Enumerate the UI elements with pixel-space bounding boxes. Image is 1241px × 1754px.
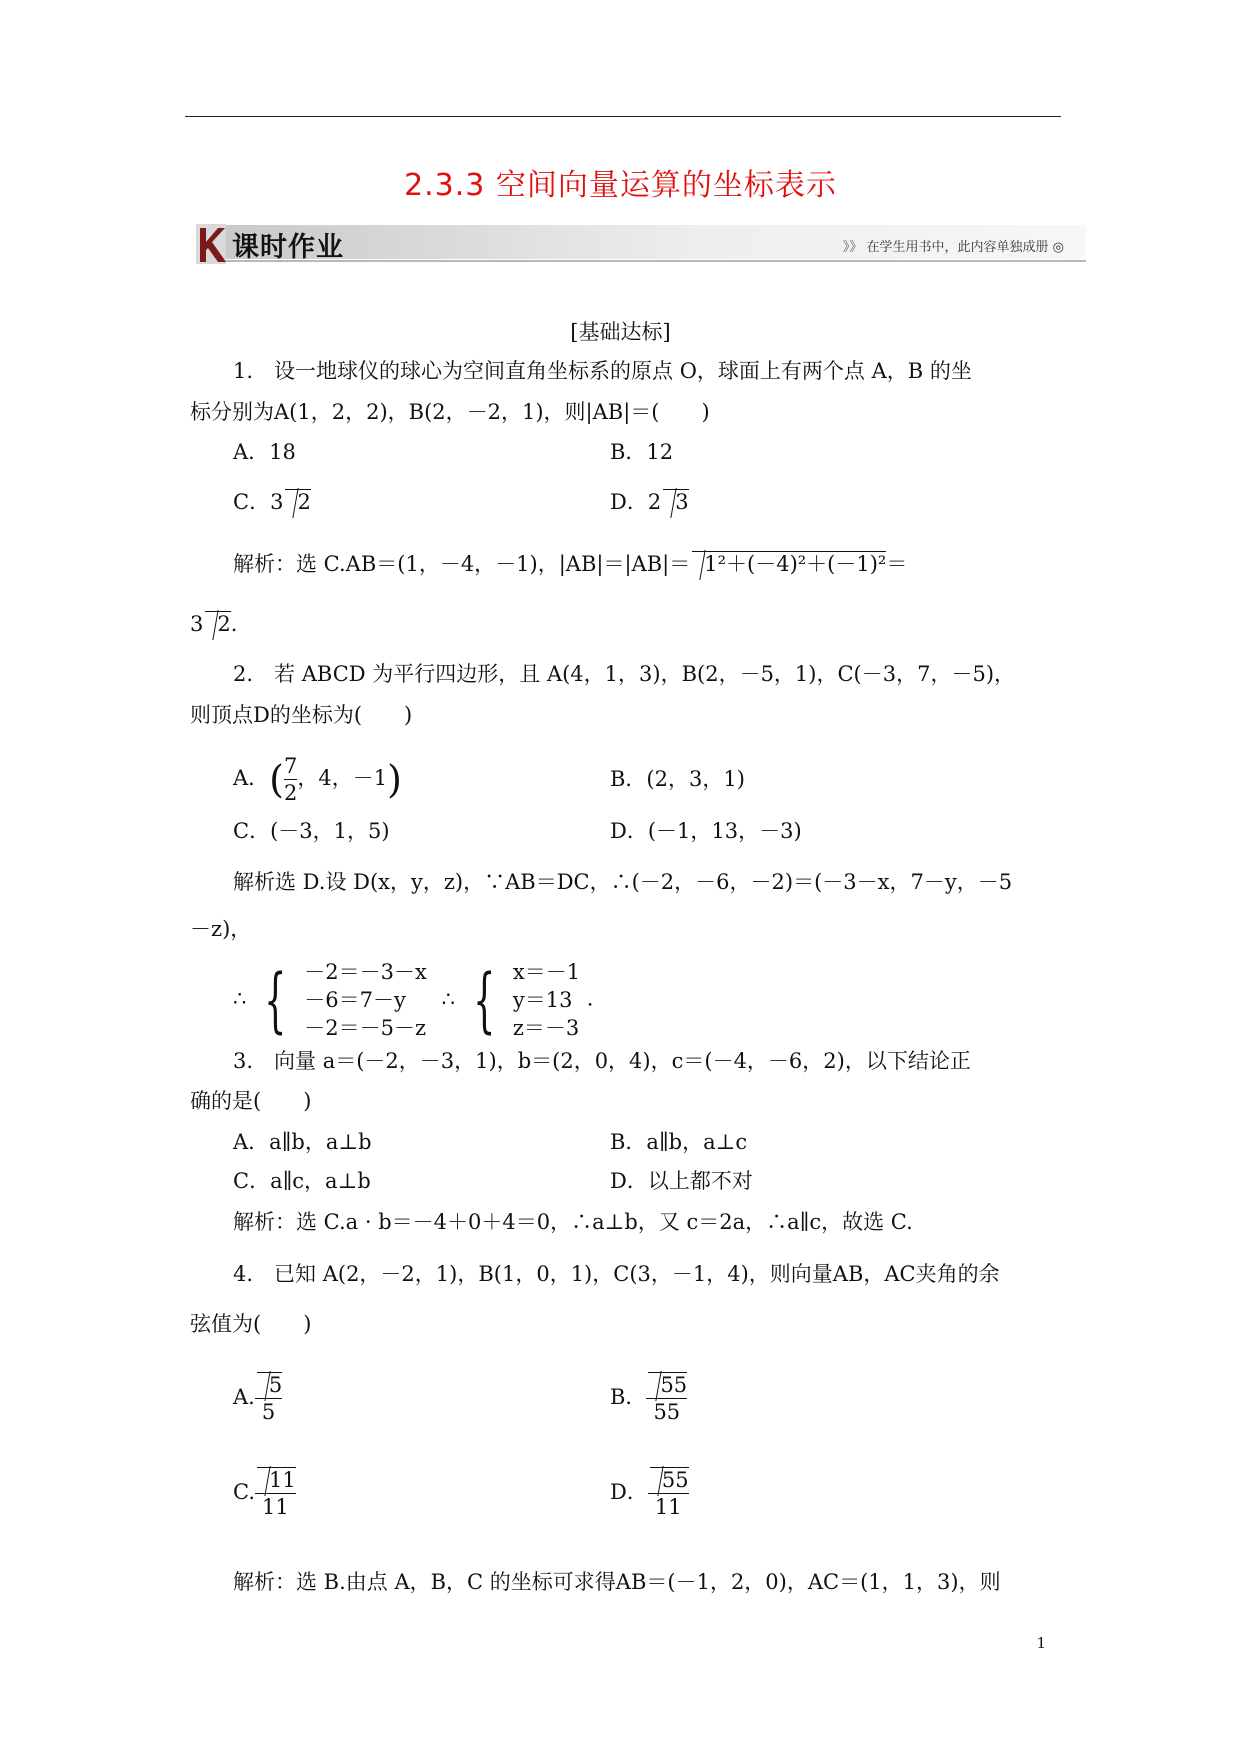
system-2-row: z＝－3 bbox=[512, 1016, 580, 1040]
left-paren: ( bbox=[269, 757, 284, 802]
q2-option-c: C．(－3，1，5) bbox=[233, 819, 390, 843]
q2-solution-line2: －z)， bbox=[190, 917, 252, 941]
banner-note: 》》 在学生用书中，此内容单独成册 ◎ bbox=[842, 240, 1064, 255]
system-1-row: －2＝－5－z bbox=[304, 1016, 427, 1040]
q4-stem-line1: 4. 已知 A(2，－2，1)，B(1，0，1)，C(3，－1，4)，则向量AB，AC夹角的余 bbox=[233, 1262, 1000, 1286]
q1-option-a: A．18 bbox=[233, 440, 296, 464]
numerator-radical: 5 bbox=[257, 1372, 282, 1397]
q1-stem-line1: 1. 设一地球仪的球心为空间直角坐标系的原点 O，球面上有两个点 A，B 的坐 bbox=[233, 359, 972, 383]
q4-option-a-label: A. bbox=[233, 1385, 255, 1409]
q1-solution-text: 解析：选 C.AB＝(1，－4，－1)，|AB|＝|AB|＝ bbox=[233, 552, 691, 576]
fraction-numerator bbox=[255, 1467, 296, 1493]
q4-option-d-label: D． bbox=[610, 1480, 648, 1504]
q4-option-b bbox=[610, 1372, 687, 1425]
fraction-denominator: 11 bbox=[648, 1493, 689, 1520]
left-brace-2: { bbox=[472, 959, 496, 1041]
numerator-radical: 11 bbox=[257, 1467, 296, 1492]
q4-option-b-fraction bbox=[646, 1372, 687, 1425]
q1-solution-line2 bbox=[190, 610, 237, 638]
q1-solution-eq: ＝ bbox=[886, 552, 908, 576]
q3-stem-line1: 3. 向量 a＝(－2，－3，1)，b＝(2，0，4)，c＝(－4，－6，2)，以下结论正 bbox=[233, 1049, 971, 1073]
therefore-symbol-2: ∴ bbox=[441, 986, 455, 1011]
therefore-symbol: ∴ bbox=[233, 986, 247, 1011]
q1-option-b: B．12 bbox=[610, 440, 674, 464]
q3-option-d: D．以上都不对 bbox=[610, 1169, 753, 1193]
q1-result-coef: 3 bbox=[190, 612, 204, 636]
q3-option-b: B．a∥b，a⊥c bbox=[610, 1130, 748, 1154]
system-end: . bbox=[586, 986, 594, 1011]
banner-underline bbox=[226, 260, 1086, 262]
fraction-denominator: 55 bbox=[646, 1398, 687, 1425]
q1-result-radical: 2 bbox=[205, 611, 230, 636]
q1-result-end: . bbox=[230, 612, 238, 636]
q1-option-c-coef: C．3 bbox=[233, 490, 284, 514]
q4-option-c-fraction bbox=[255, 1467, 296, 1520]
q3-option-c: C．a∥c，a⊥b bbox=[233, 1169, 371, 1193]
q3-option-a: A．a∥b，a⊥b bbox=[233, 1130, 372, 1154]
q1-stem-line2: 标分别为A(1，2，2)，B(2，－2，1)，则|AB|＝( ) bbox=[190, 400, 710, 424]
q1-solution-line1 bbox=[233, 550, 907, 578]
q2-stem-line1: 2. 若 ABCD 为平行四边形，且 A(4，1，3)，B(2，－5，1)，C(－3，7，－5)， bbox=[233, 662, 1016, 686]
system-1-row: －6＝7－y bbox=[304, 988, 406, 1012]
q2-option-b: B．(2，3，1) bbox=[610, 767, 745, 791]
q2-option-a-label: A． bbox=[233, 766, 270, 790]
right-paren: ) bbox=[387, 757, 402, 802]
q4-option-c bbox=[233, 1467, 296, 1520]
banner-label: 课时作业 bbox=[232, 232, 344, 263]
q4-stem-line2: 弦值为( ) bbox=[190, 1312, 312, 1336]
homework-banner bbox=[196, 222, 1086, 268]
section-heading: [基础达标] bbox=[570, 320, 671, 344]
q2-option-d: D．(－1，13，－3) bbox=[610, 819, 802, 843]
q1-solution-radical: 1²＋(－4)²＋(－1)² bbox=[692, 551, 886, 576]
page-number: 1 bbox=[1036, 1634, 1046, 1652]
q4-option-a-fraction bbox=[255, 1372, 282, 1425]
system-1-row: －2＝－3－x bbox=[304, 960, 427, 984]
q3-stem-line2: 确的是( ) bbox=[190, 1089, 312, 1113]
q1-option-d-coef: D．2 bbox=[610, 490, 662, 514]
q1-option-c-radical: 2 bbox=[285, 489, 310, 514]
q1-option-d-radical: 3 bbox=[663, 489, 688, 514]
left-brace: { bbox=[264, 959, 287, 1041]
q2-option-a-fraction bbox=[284, 753, 297, 806]
system-2 bbox=[513, 958, 580, 1042]
system-2-row: y＝13 bbox=[512, 988, 573, 1012]
q2-equation-system bbox=[233, 958, 593, 1042]
q3-solution: 解析：选 C.a · b＝－4＋0＋4＝0，∴a⊥b，又 c＝2a，∴a∥c，故选 C. bbox=[233, 1210, 913, 1234]
k-logo-icon bbox=[196, 222, 230, 266]
q2-option-a-rest: ，4，－1 bbox=[297, 766, 388, 790]
numerator-radical: 55 bbox=[648, 1372, 687, 1397]
fraction-denominator: 2 bbox=[284, 781, 298, 805]
q2-option-a bbox=[233, 753, 402, 806]
q2-solution-line1: 解析选 D.设 D(x，y，z)，∵AB＝DC，∴(－2，－6，－2)＝(－3－x，7－y，－5 bbox=[233, 870, 1013, 894]
q4-option-a bbox=[233, 1372, 282, 1425]
header-rule bbox=[185, 116, 1061, 117]
q1-option-c bbox=[233, 488, 311, 516]
fraction-denominator: 11 bbox=[255, 1493, 296, 1520]
fraction-numerator bbox=[646, 1372, 687, 1398]
q4-solution: 解析：选 B.由点 A，B，C 的坐标可求得AB＝(－1，2，0)，AC＝(1，1，3)，则 bbox=[233, 1570, 1001, 1594]
system-2-row: x＝－1 bbox=[512, 960, 581, 984]
q1-option-d bbox=[610, 488, 689, 516]
fraction-denominator: 5 bbox=[255, 1398, 282, 1425]
page-title: 2.3.3 空间向量运算的坐标表示 bbox=[404, 168, 837, 203]
q2-stem-line2: 则顶点D的坐标为( ) bbox=[190, 703, 413, 727]
numerator-radical: 55 bbox=[650, 1467, 689, 1492]
q4-option-b-label: B． bbox=[610, 1385, 647, 1409]
q4-option-d-fraction bbox=[648, 1467, 689, 1520]
fraction-numerator bbox=[648, 1467, 689, 1493]
system-1 bbox=[304, 958, 427, 1042]
q4-option-d bbox=[610, 1467, 689, 1520]
fraction-numerator bbox=[255, 1372, 282, 1398]
q4-option-c-label: C. bbox=[233, 1480, 255, 1504]
fraction-numerator: 7 bbox=[284, 754, 298, 778]
